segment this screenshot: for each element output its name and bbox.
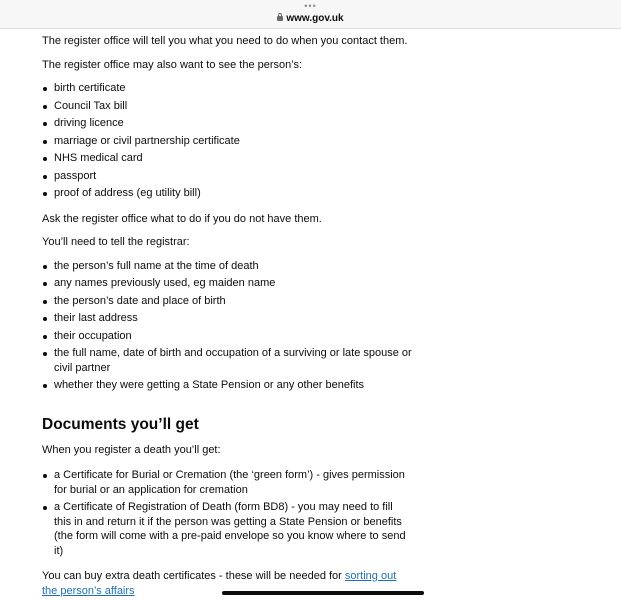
extra-certificates-text: You can buy extra death certificates - these will be needed for	[42, 570, 345, 582]
browser-address-bar[interactable]	[0, 0, 621, 29]
registrar-info-list	[42, 259, 412, 393]
list-item: their occupation	[42, 329, 412, 344]
list-item: marriage or civil partnership certificate	[42, 134, 412, 149]
list-item: any names previously used, eg maiden name	[42, 276, 412, 291]
list-item: birth certificate	[42, 81, 412, 96]
documents-received-list	[42, 468, 412, 558]
main-content	[42, 28, 412, 598]
lock-icon	[277, 16, 283, 21]
list-item: whether they were getting a State Pension or any other benefits	[42, 378, 412, 393]
section-heading: Documents you’ll get	[42, 415, 199, 433]
more-options-icon[interactable]: •••	[304, 1, 317, 11]
list-item: the full name, date of birth and occupation of a surviving or late spouse or civil partner	[42, 346, 412, 375]
ask-paragraph: Ask the register office what to do if you do not have them.	[42, 212, 322, 225]
list-item: the person’s full name at the time of death	[42, 259, 412, 274]
home-indicator[interactable]	[222, 591, 424, 595]
url-display[interactable]	[0, 12, 621, 25]
documents-list	[42, 81, 412, 201]
list-item: proof of address (eg utility bill)	[42, 186, 412, 201]
tell-intro: You’ll need to tell the registrar:	[42, 236, 190, 248]
list-item: Council Tax bill	[42, 99, 412, 114]
documents-intro: The register office may also want to see the person’s:	[42, 58, 303, 71]
list-item: their last address	[42, 311, 412, 326]
get-intro: When you register a death you’ll get:	[42, 443, 221, 456]
url-text: www.gov.uk	[286, 13, 344, 24]
list-item: NHS medical card	[42, 151, 412, 166]
intro-paragraph: The register office will tell you what you need to do when you contact them.	[42, 35, 408, 47]
list-item: the person’s date and place of birth	[42, 294, 412, 309]
list-item: a Certificate of Registration of Death (form BD8) - you may need to fill this in and return it if the person was getting a State Pension or benefits (the form will come with a pre-paid envelope so you know where to send it)	[42, 500, 412, 558]
list-item: driving licence	[42, 116, 412, 131]
list-item: passport	[42, 169, 412, 184]
list-item: a Certificate for Burial or Cremation (the ‘green form’) - gives permission for burial or an application for cremation	[42, 468, 412, 497]
sorting-affairs-link[interactable]: sorting out the person’s affairs	[42, 570, 397, 597]
